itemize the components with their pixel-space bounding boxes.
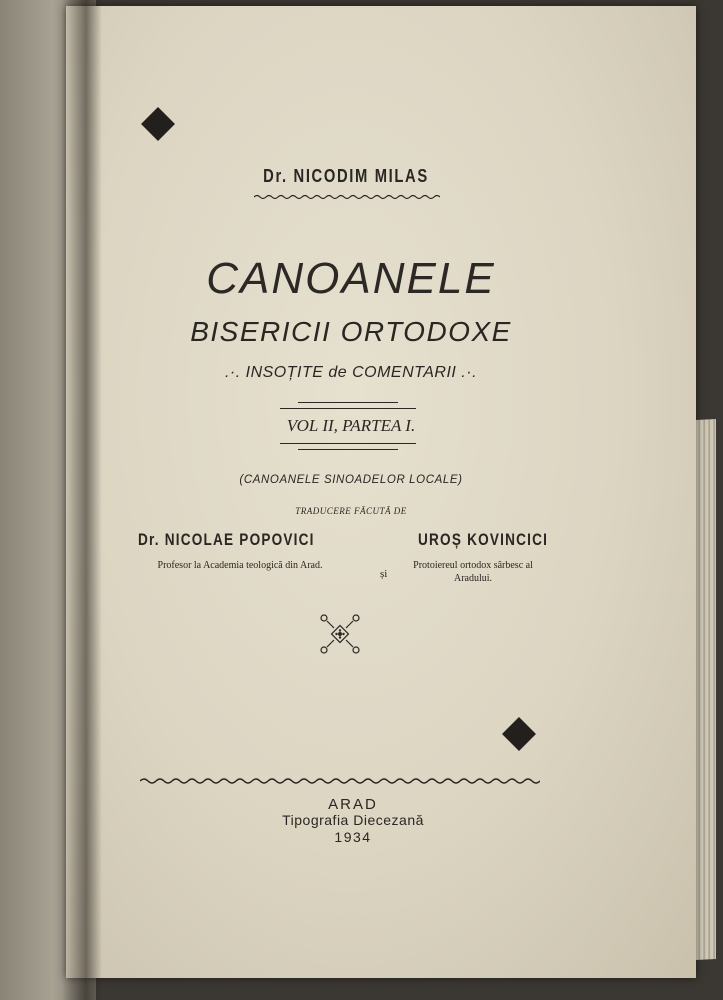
volume-label: VOL II, PARTEA I. <box>286 416 416 435</box>
publisher-place: ARAD <box>328 796 378 813</box>
divider <box>280 443 416 444</box>
divider <box>298 449 398 450</box>
book-subtitle-secondary: .·. INSOȚITE de COMENTARII .·. <box>224 364 478 381</box>
book-gutter <box>62 0 102 1000</box>
publisher-name: Tipografia Diecezană <box>282 812 424 828</box>
wavy-underline-icon <box>254 194 440 200</box>
floral-ornament-icon <box>318 612 362 656</box>
book-title: CANOANELE <box>206 254 496 303</box>
section-label: (CANOANELE SINOADELOR LOCALE) <box>239 474 463 486</box>
book-subtitle: BISERICII ORTODOXE <box>190 316 512 347</box>
author-name: Dr. NICODIM MILAS <box>263 166 429 186</box>
diamond-ornament-icon <box>502 717 536 751</box>
translator-name: UROȘ KOVINCICI <box>418 530 549 549</box>
divider <box>280 408 416 409</box>
translation-note: TRADUCERE FĂCUTĂ DE <box>295 506 407 516</box>
publication-year: 1934 <box>334 829 372 845</box>
translator-role: Protoiereul ortodox sârbesc al Aradului. <box>413 560 533 584</box>
diamond-ornament-icon <box>141 107 175 141</box>
translator-role: Profesor la Academia teologică din Arad. <box>157 560 323 571</box>
title-page <box>66 6 696 978</box>
conjunction: și <box>380 568 388 580</box>
wavy-rule-icon <box>140 776 540 786</box>
translator-name: Dr. NICOLAE POPOVICI <box>138 530 315 549</box>
divider <box>298 402 398 403</box>
